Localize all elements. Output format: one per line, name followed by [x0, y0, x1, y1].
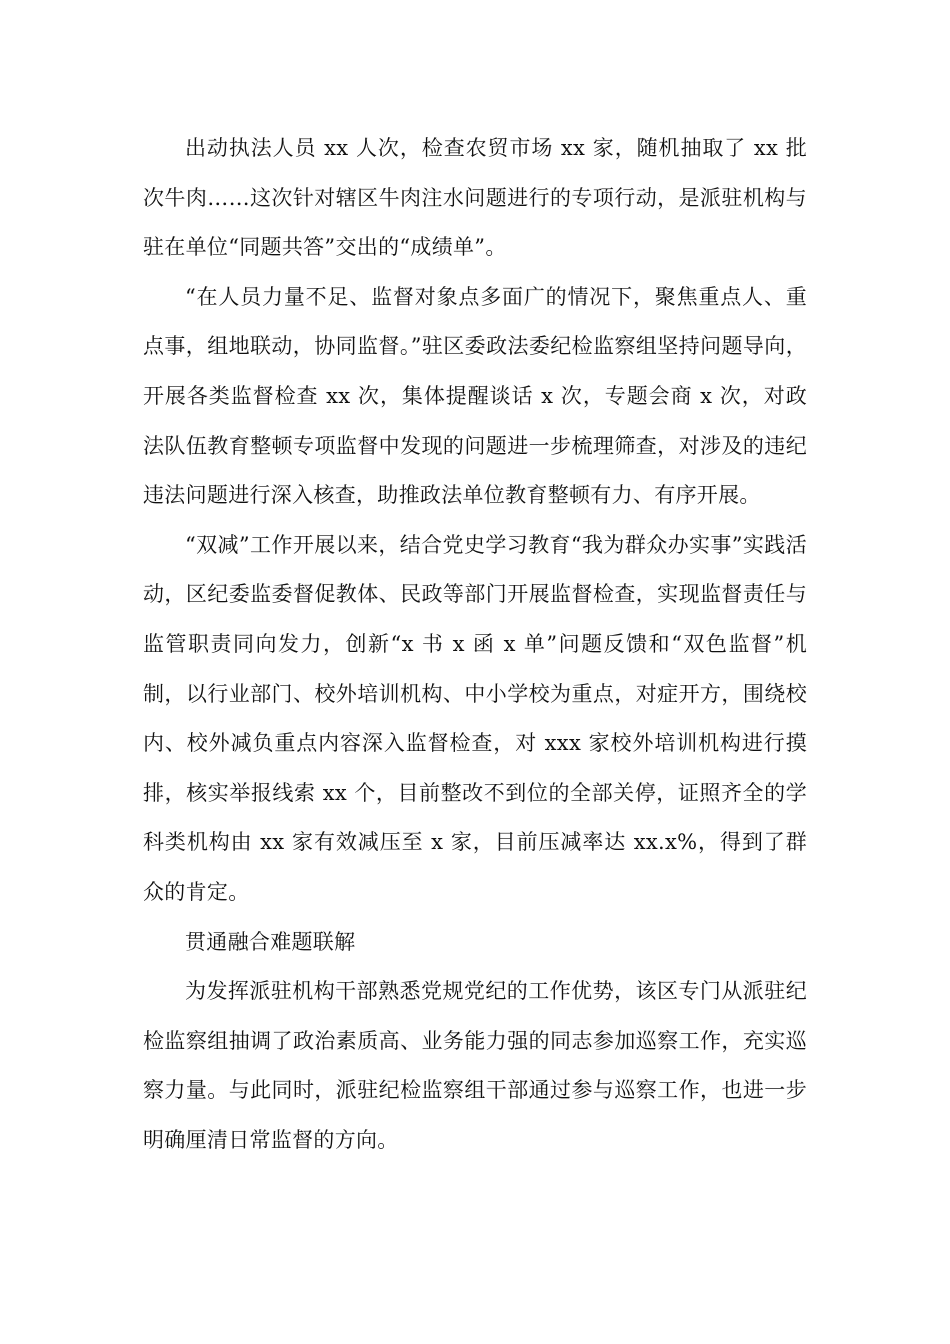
paragraph-4: 为发挥派驻机构干部熟悉党规党纪的工作优势，该区专门从派驻纪检监察组抽调了政治素质高、业务能力强的同志参加巡察工作，充实巡察力量。与此同时，派驻纪检监察组干部通过参与巡察工作，也进一步明确厘清日常监督的方向。: [143, 979, 807, 1152]
document-body: [143, 124, 807, 1165]
paragraph-3: “双减”工作开展以来，结合党史学习教育“我为群众办实事”实践活动，区纪委监委督促教体、民政等部门开展监督检查，实现监督责任与监管职责同向发力，创新“x 书 x 函 x 单”问题反馈和“双色监督”机制，以行业部门、校外培训机构、中小学校为重点，对症开方，围绕校内、校外减负重点内容深入监督检查，对 xxx 家校外培训机构进行摸排，核实举报线索 xx 个，目前整改不到位的全部关停，证照齐全的学科类机构由 xx 家有效减压至 x 家，目前压减率达 xx.x%，得到了群众的肯定。: [143, 532, 807, 904]
paragraph-2: “在人员力量不足、监督对象点多面广的情况下，聚焦重点人、重点事，组地联动，协同监督。”驻区委政法委纪检监察组坚持问题导向，开展各类监督检查 xx 次，集体提醒谈话 x 次，专题会商 x 次，对政法队伍教育整顿专项监督中发现的问题进一步梳理筛查，对涉及的违纪违法问题进行深入核查，助推政法单位教育整顿有力、有序开展。: [143, 284, 807, 508]
paragraph-1: 出动执法人员 xx 人次，检查农贸市场 xx 家，随机抽取了 xx 批次牛肉……这次针对辖区牛肉注水问题进行的专项行动，是派驻机构与驻在单位“同题共答”交出的“成绩单”。: [143, 136, 807, 260]
section-heading: 贯通融合难题联解: [185, 929, 356, 954]
